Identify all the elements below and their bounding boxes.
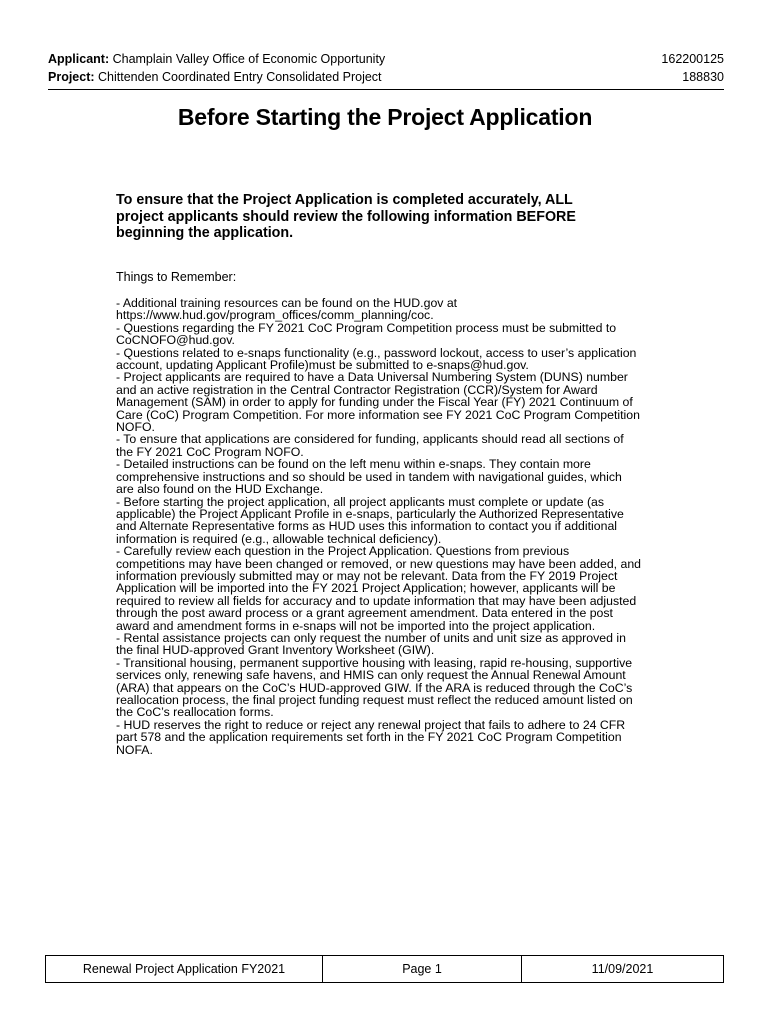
footer-page-number: Page 1 [323, 956, 522, 982]
list-item: - Rental assistance projects can only request the number of units and unit size as approved in the final HUD-approved Grant Inventory Worksheet (GIW). [116, 630, 626, 658]
applicant-label: Applicant: [48, 52, 110, 66]
footer-date: 11/09/2021 [591, 962, 654, 976]
applicant-id: 162200125 [661, 52, 724, 66]
project-info [48, 68, 382, 86]
project-row [48, 68, 724, 86]
list-item: - Project applicants are required to have a Data Universal Numbering System (DUNS) number and an active registration in the Central Contractor Registration (CCR)/System for Award Management (SAM) in order to apply for funding under the Fiscal Year (FY) 2021 Continuum of Care (CoC) Program Competition. For more information see FY 2021 CoC Program Competition NOFO. [116, 370, 640, 435]
list-item: - Questions regarding the FY 2021 CoC Program Competition process must be submitted to CoCNOFO@hud.gov. [116, 320, 617, 348]
footer-form-name: Renewal Project Application FY2021 [46, 956, 323, 982]
list-item: - Questions related to e-snaps functionality (e.g., password lockout, access to user’s application account, updating Applicant Profile)must be submitted to e-snaps@hud.gov. [116, 345, 637, 373]
page-header [48, 50, 724, 90]
applicant-row [48, 50, 724, 68]
project-label: Project: [48, 70, 95, 84]
list-item: - Detailed instructions can be found on the left menu within e-snaps. They contain more comprehensive instructions and so should be used in tandem with navigational guides, which are also found on the HUD Exchange. [116, 457, 622, 497]
applicant-name: Champlain Valley Office of Economic Opportunity [112, 52, 386, 66]
instructions-list [116, 297, 662, 756]
list-item: - To ensure that applications are considered for funding, applicants should read all sections of the FY 2021 CoC Program NOFO. [116, 432, 624, 459]
list-item: - Additional training resources can be found on the HUD.gov at https://www.hud.gov/program_offices/comm_planning/coc. [116, 296, 458, 323]
applicant-info [48, 50, 385, 68]
page-footer [45, 955, 724, 983]
list-item: - Before starting the project application, all project applicants must complete or update (as applicable) the Project Applicant Profile in e-snaps, particularly the Authorized Representative and Alternate Representative forms as HUD uses this information to contact you if additional information is required (e.g., allowable technical deficiency). [116, 494, 624, 546]
list-item: - HUD reserves the right to reduce or reject any renewal project that fails to adhere to 24 CFR part 578 and the application requirements set forth in the FY 2021 CoC Program Competition NOFA. [116, 717, 626, 757]
things-to-remember-label: Things to Remember: [116, 270, 237, 284]
project-name: Chittenden Coordinated Entry Consolidated Project [98, 70, 382, 84]
project-id: 188830 [682, 70, 724, 84]
page-title: Before Starting the Project Application [177, 104, 593, 130]
list-item: - Carefully review each question in the Project Application. Questions from previous competitions may have been changed or removed, or new questions may have been added, and information previously submitted may or may not be relevant. Data from the FY 2019 Project Application will be imported into the FY 2021 Project Application; however, applicants will be required to review all fields for accuracy and to update information that may have been adjusted through the post award process or a grant agreement amendment. Data entered in the post award and amendment forms in e-snaps will not be imported into the project application. [116, 544, 642, 633]
list-item: - Transitional housing, permanent supportive housing with leasing, rapid re-housing, supportive services only, renewing safe havens, and HMIS can only request the Annual Renewal Amount (ARA) that appears on the CoC’s HUD-approved GIW. If the ARA is reduced through the CoC’s reallocation process, the final project funding request must reflect the reduced amount listed on the CoC’s reallocation forms. [116, 655, 633, 720]
intro-paragraph: To ensure that the Project Application is completed accurately, ALL project applicants should review the following information BEFORE beginning the application. [116, 192, 576, 241]
